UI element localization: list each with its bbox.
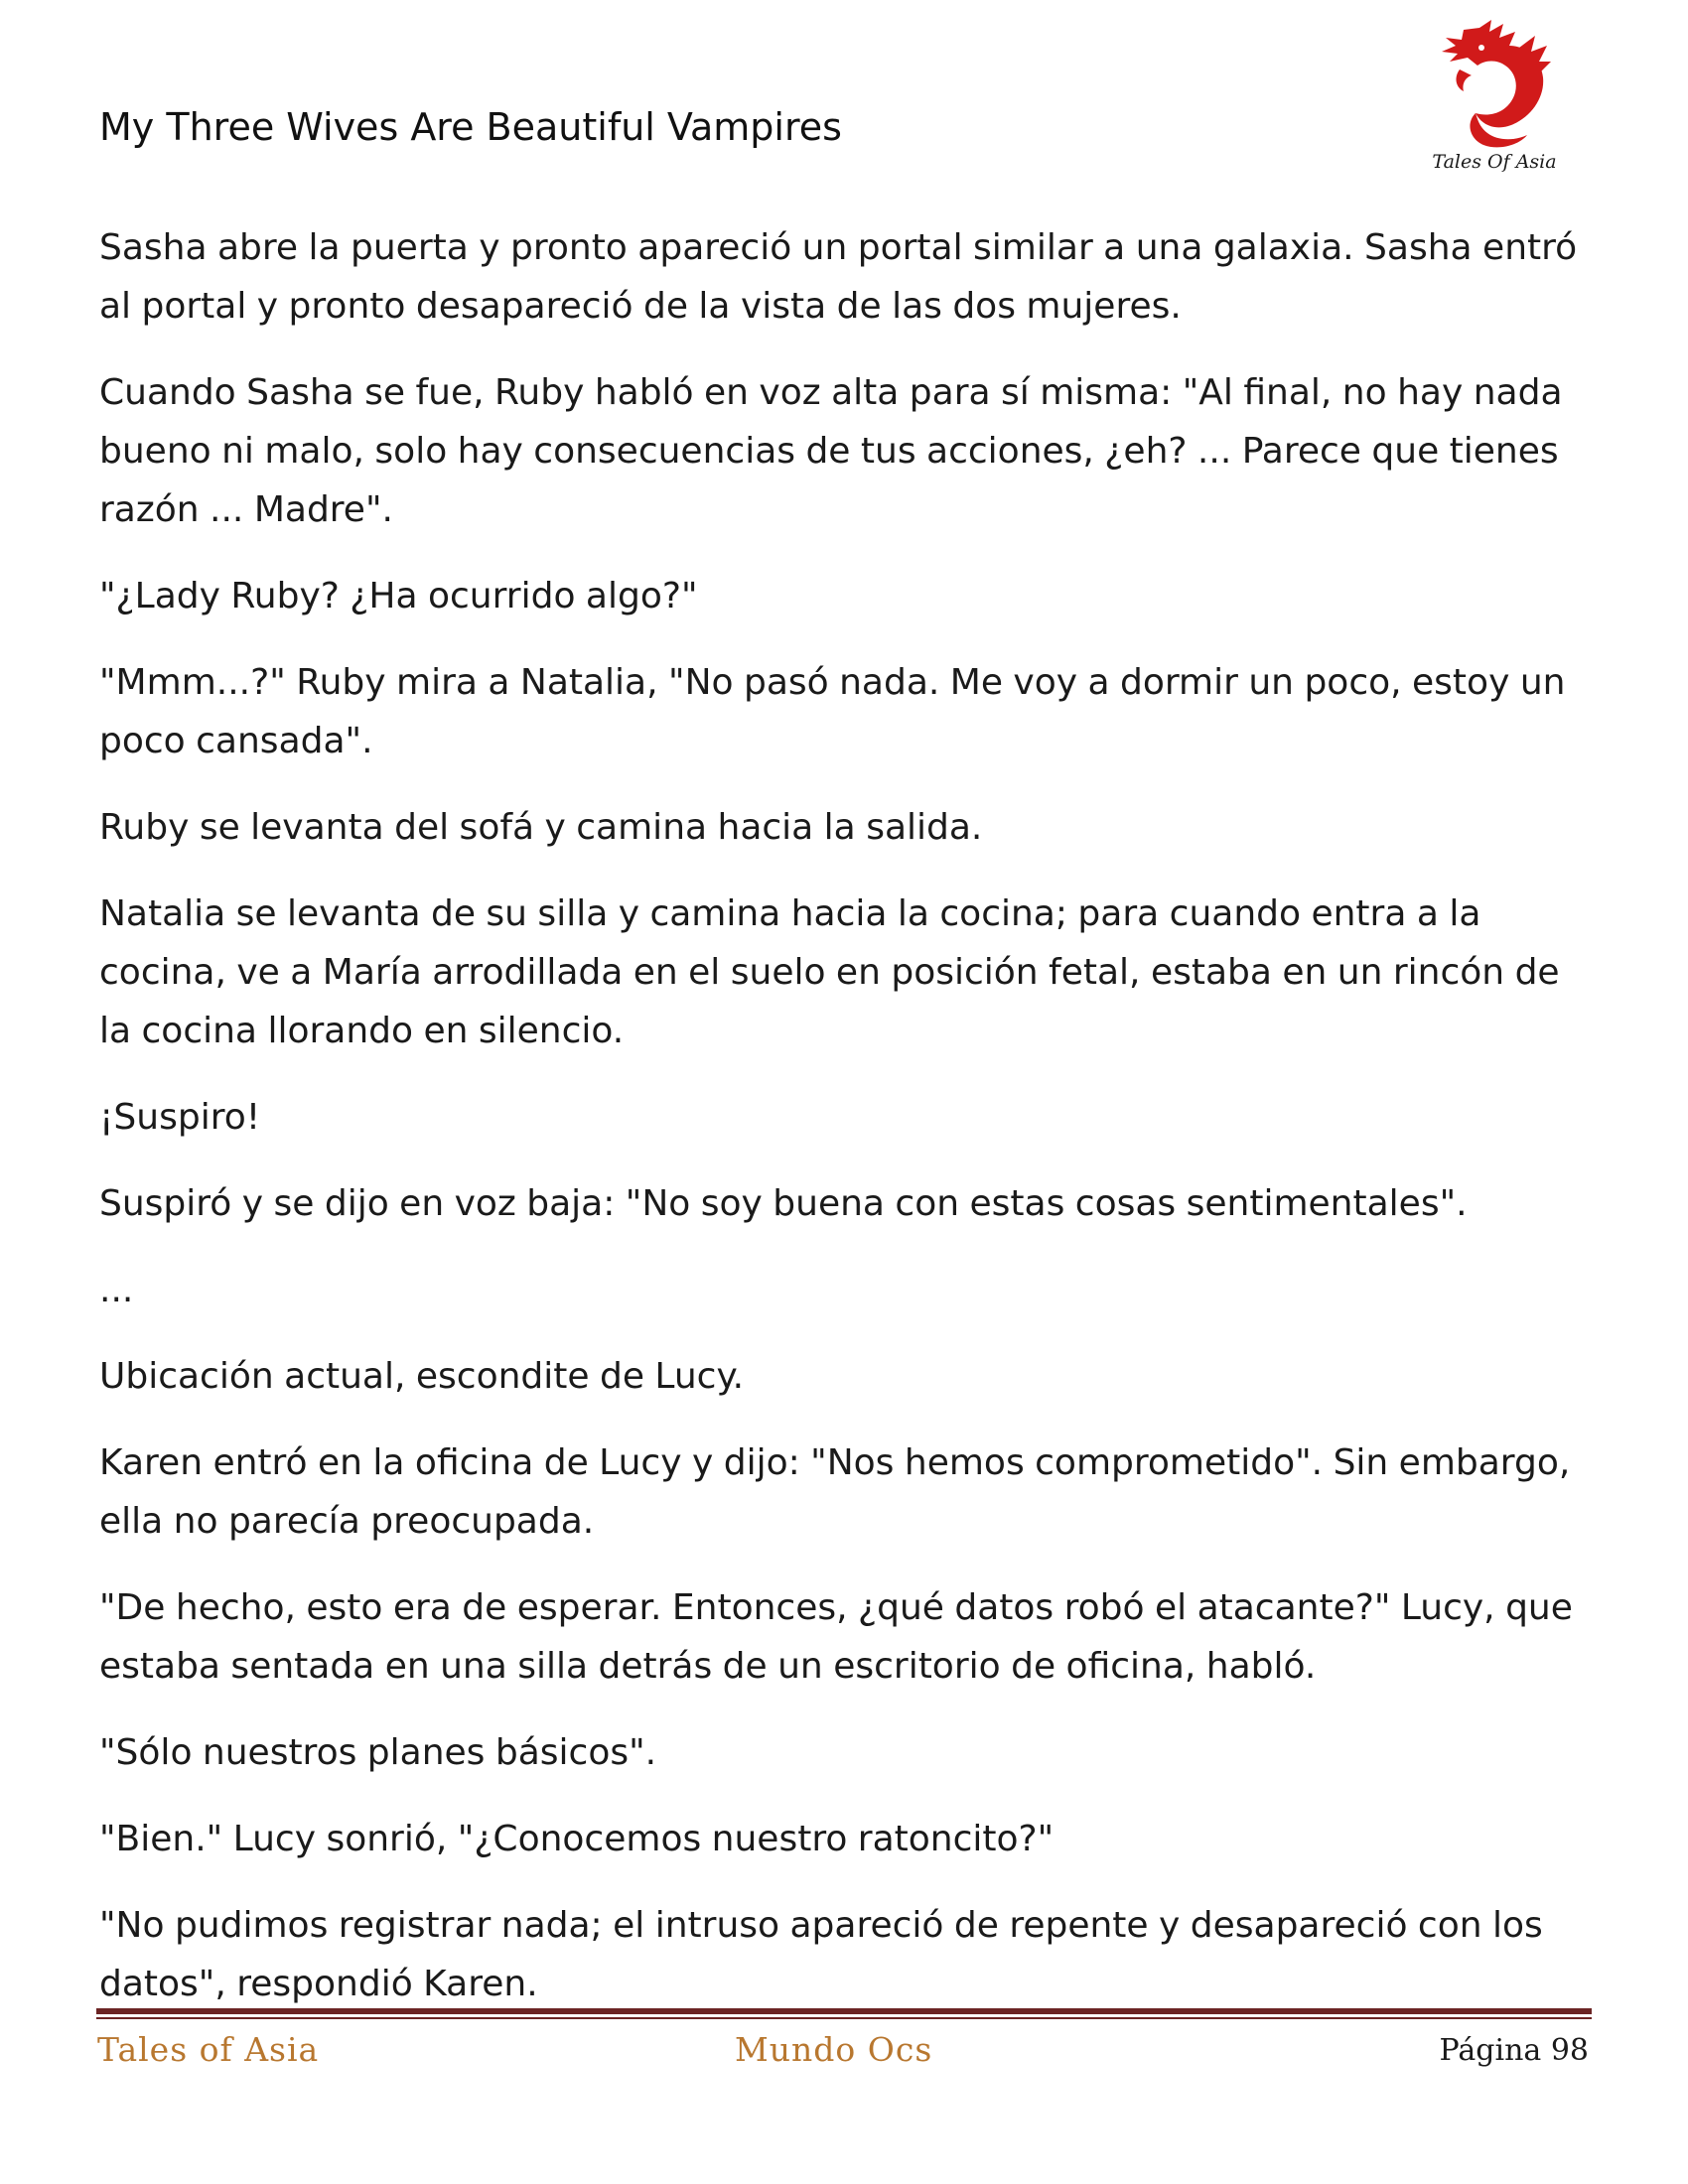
page-number: Página 98: [1439, 2033, 1589, 2068]
paragraph: Karen entró en la oficina de Lucy y dijo: "Nos hemos comprometido". Sin embargo, ella no parecía preocupada.: [99, 1442, 1571, 1542]
document-body: [99, 218, 1589, 2041]
paragraph: ¡Suspiro!: [99, 1097, 261, 1138]
paragraph: "No pudimos registrar nada; el intruso apareció de repente y desapareció con los datos", respondió Karen.: [99, 1905, 1543, 2004]
page-header-title: My Three Wives Are Beautiful Vampires: [99, 105, 842, 149]
paragraph: Suspiró y se dijo en voz baja: "No soy buena con estas cosas sentimentales".: [99, 1183, 1468, 1224]
paragraph: Ruby se levanta del sofá y camina hacia la salida.: [99, 807, 983, 848]
paragraph: Ubicación actual, escondite de Lucy.: [99, 1356, 745, 1397]
logo-text: Tales Of Asia: [1432, 151, 1557, 173]
footer-divider: [96, 2008, 1592, 2014]
footer-center-text: Mundo Ocs: [735, 2030, 933, 2069]
paragraph: "Mmm...?" Ruby mira a Natalia, "No pasó nada. Me voy a dormir un poco, estoy un poco cansada".: [99, 662, 1566, 761]
paragraph: Sasha abre la puerta y pronto apareció un portal similar a una galaxia. Sasha entró al portal y pronto desapareció de la vista de las dos mujeres.: [99, 227, 1578, 327]
paragraph: "¿Lady Ruby? ¿Ha ocurrido algo?": [99, 576, 698, 616]
footer-left-text: Tales of Asia: [97, 2030, 320, 2069]
paragraph: "Bien." Lucy sonrió, "¿Conocemos nuestro ratoncito?": [99, 1819, 1055, 1859]
paragraph: Cuando Sasha se fue, Ruby habló en voz alta para sí misma: "Al final, no hay nada bueno ni malo, solo hay consecuencias de tus acciones, ¿eh? ... Parece que tienes razón ... Madre".: [99, 372, 1563, 530]
paragraph: ...: [99, 1270, 134, 1310]
paragraph: Natalia se levanta de su silla y camina hacia la cocina; para cuando entra a la cocina, ve a María arrodillada en el suelo en posición fetal, estaba en un rincón de la cocina llorando en silencio.: [99, 893, 1560, 1051]
paragraph: "Sólo nuestros planes básicos".: [99, 1732, 657, 1773]
footer-divider-thin: [96, 2017, 1592, 2019]
paragraph: "De hecho, esto era de esperar. Entonces, ¿qué datos robó el atacante?" Lucy, que estaba sentada en una silla detrás de un escritorio de oficina, habló.: [99, 1587, 1573, 1687]
